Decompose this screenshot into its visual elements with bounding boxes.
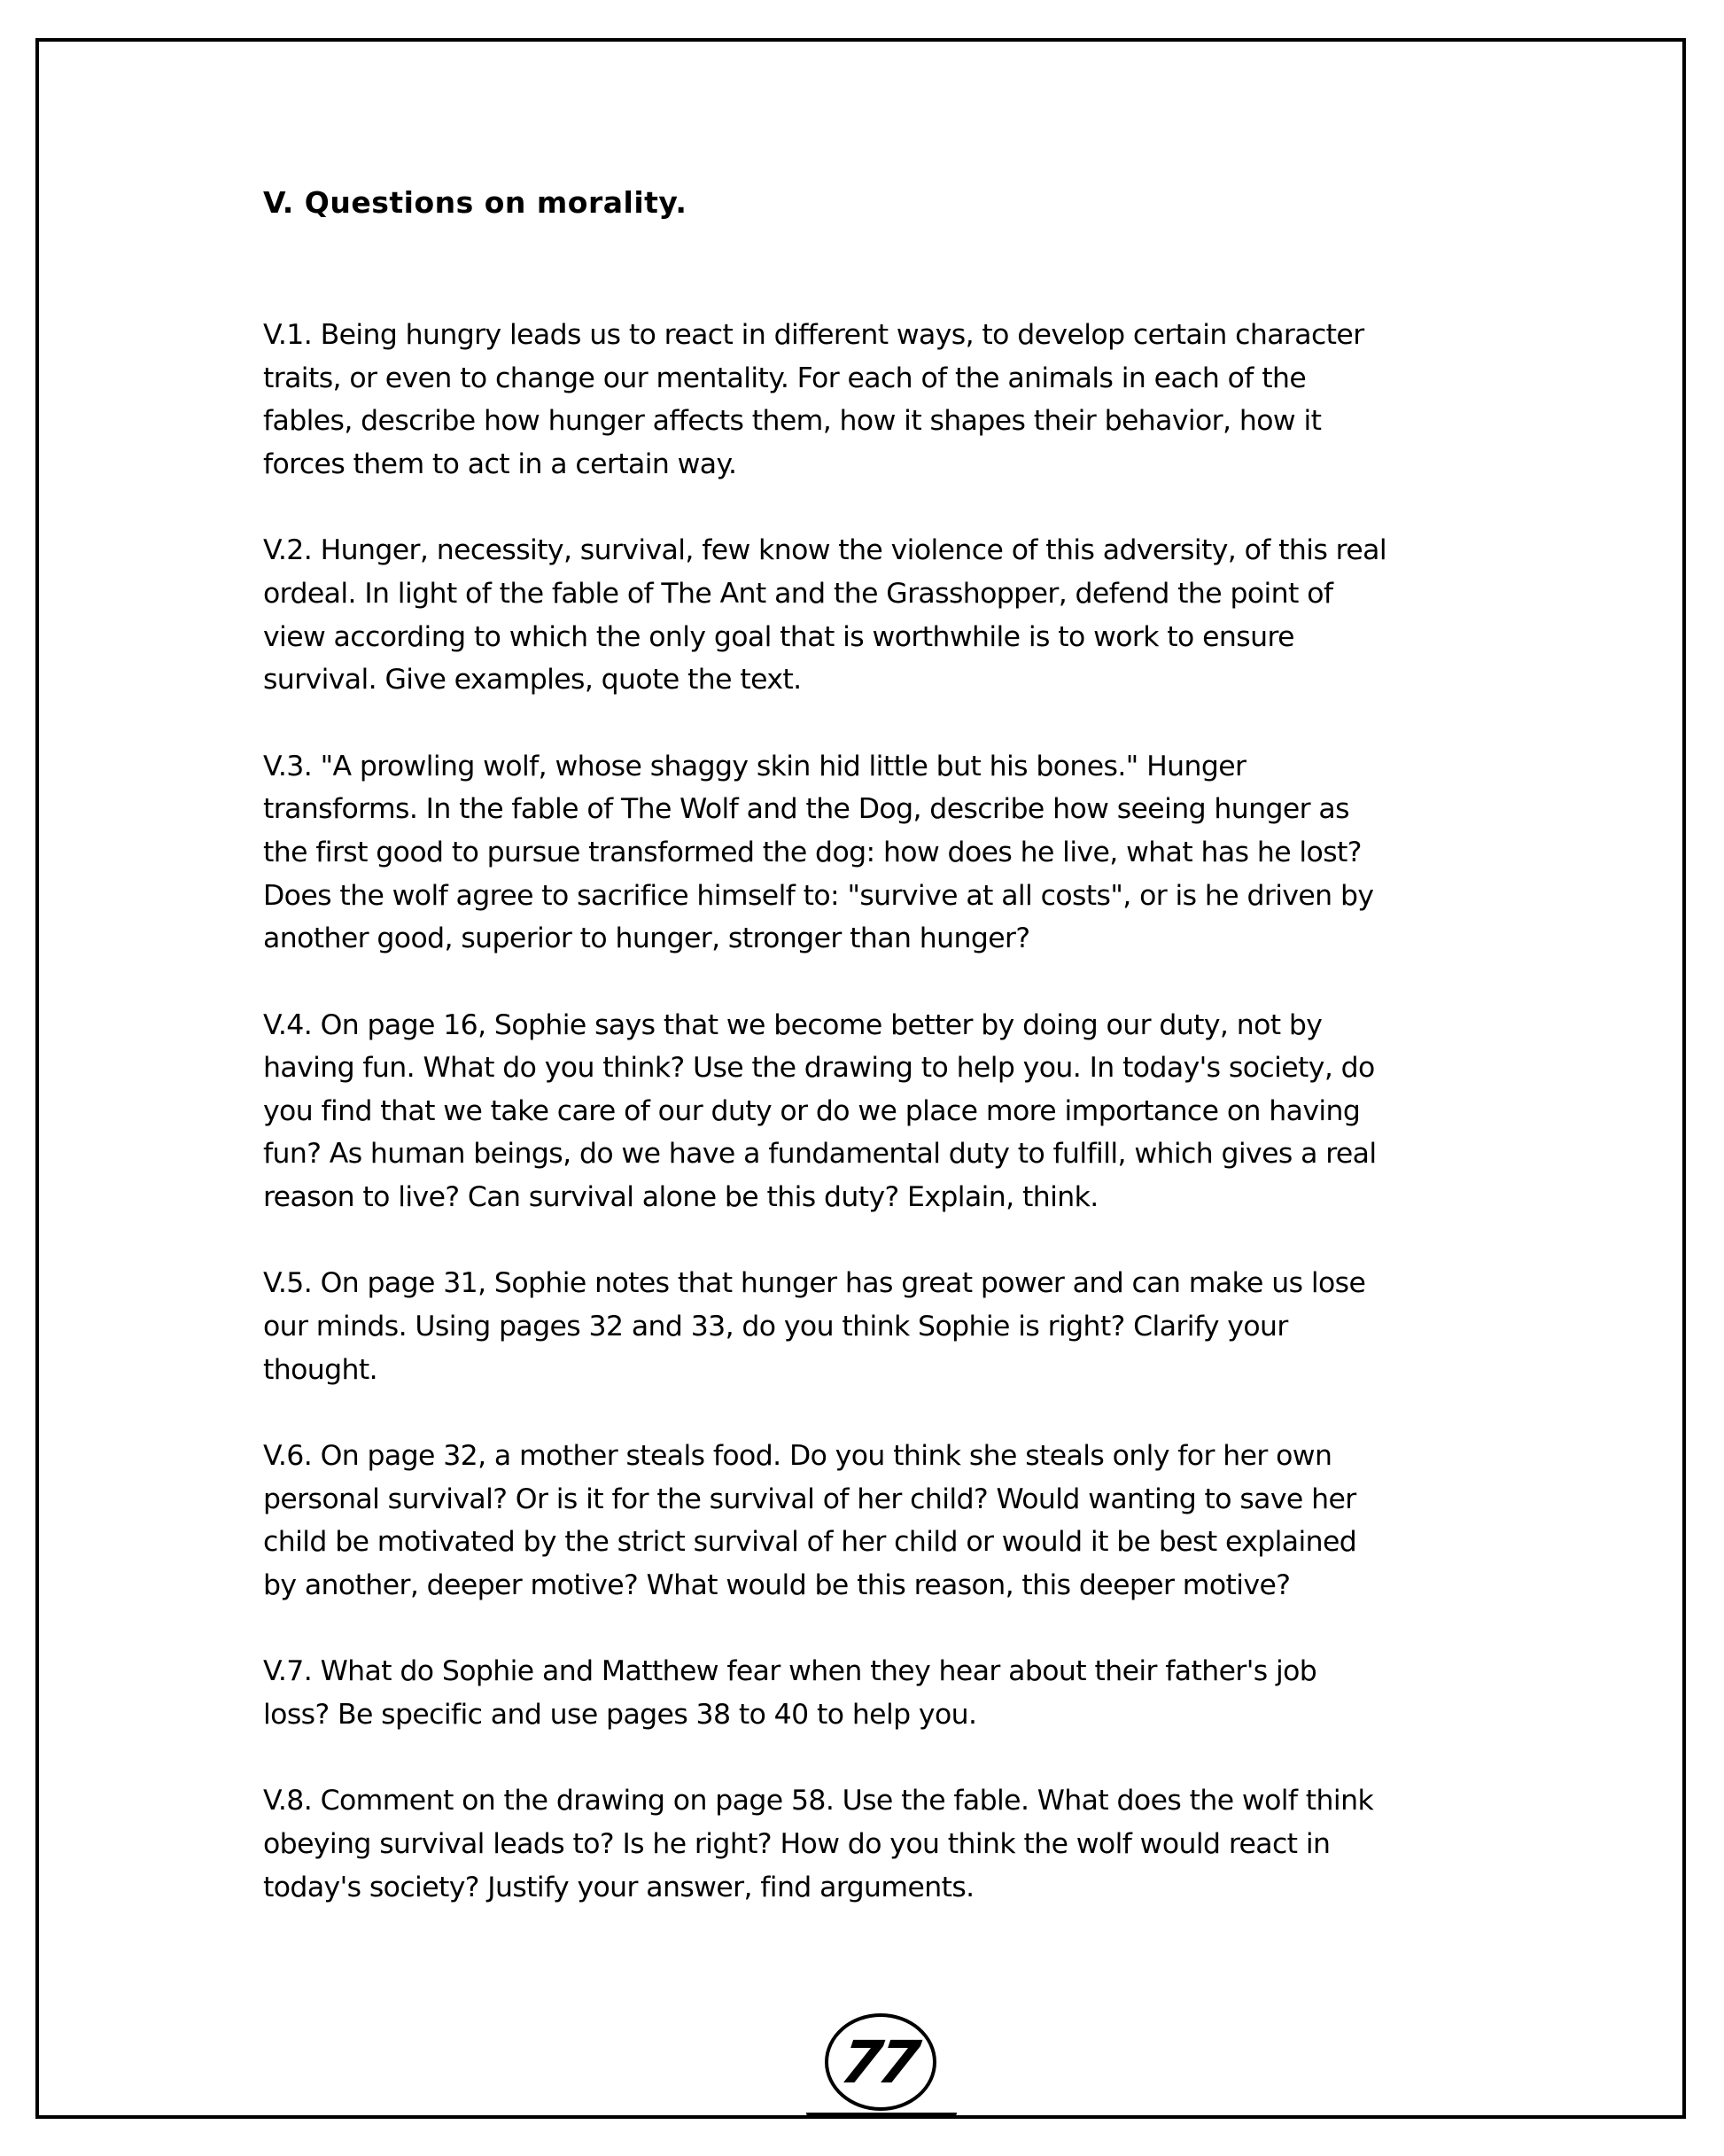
questions-list xyxy=(263,314,1521,1952)
question-line: today's society? Justify your answer, find arguments. xyxy=(263,1871,975,1903)
question-v8 xyxy=(263,1779,1521,1909)
section-title: V. Questions on morality. xyxy=(263,185,687,220)
question-line: Does the wolf agree to sacrifice himself to: "survive at all costs", or is he driven by xyxy=(263,879,1374,912)
question-line: obeying survival leads to? Is he right? How do you think the wolf would react in xyxy=(263,1827,1331,1860)
page-number: 77 xyxy=(836,2028,921,2097)
question-v6 xyxy=(263,1435,1521,1607)
question-line: fun? As human beings, do we have a fundamental duty to fulfill, which gives a real xyxy=(263,1138,1377,1171)
question-line: child be motivated by the strict survival of her child or would it be best explained xyxy=(263,1526,1357,1559)
question-line: V.5. On page 31, Sophie notes that hunger has great power and can make us lose xyxy=(263,1267,1366,1300)
question-line: reason to live? Can survival alone be this duty? Explain, think. xyxy=(263,1181,1099,1214)
question-line: forces them to act in a certain way. xyxy=(263,448,737,480)
question-line: V.4. On page 16, Sophie says that we become better by doing our duty, not by xyxy=(263,1008,1323,1041)
page-number-badge xyxy=(825,2013,936,2111)
question-line: thought. xyxy=(263,1353,378,1386)
question-line: you find that we take care of our duty or do we place more importance on having xyxy=(263,1094,1361,1127)
question-line: view according to which the only goal that is worthwhile is to work to ensure xyxy=(263,620,1294,653)
question-line: V.7. What do Sophie and Matthew fear when they hear about their father's job xyxy=(263,1655,1317,1688)
question-line: having fun. What do you think? Use the drawing to help you. In today's society, do xyxy=(263,1052,1375,1085)
question-line: ordeal. In light of the fable of The Ant and the Grasshopper, defend the point of xyxy=(263,577,1333,610)
question-line: fables, describe how hunger affects them, how it shapes their behavior, how it xyxy=(263,405,1322,438)
question-line: the first good to pursue transformed the dog: how does he live, what has he lost? xyxy=(263,836,1362,868)
question-v7 xyxy=(263,1650,1521,1736)
question-line: by another, deeper motive? What would be this reason, this deeper motive? xyxy=(263,1569,1291,1602)
question-line: survival. Give examples, quote the text. xyxy=(263,664,802,697)
question-line: loss? Be specific and use pages 38 to 40 to help you. xyxy=(263,1699,977,1731)
question-line: V.2. Hunger, necessity, survival, few know the violence of this adversity, of this real xyxy=(263,534,1386,567)
question-line: transforms. In the fable of The Wolf and the Dog, describe how seeing hunger as xyxy=(263,793,1349,826)
question-v1 xyxy=(263,314,1521,486)
question-line: V.3. "A prowling wolf, whose shaggy skin hid little but his bones." Hunger xyxy=(263,750,1246,782)
question-v2 xyxy=(263,529,1521,702)
question-line: V.8. Comment on the drawing on page 58. Use the fable. What does the wolf think xyxy=(263,1785,1374,1817)
question-v5 xyxy=(263,1262,1521,1391)
question-line: personal survival? Or is it for the survival of her child? Would wanting to save her xyxy=(263,1483,1356,1515)
page-number-base xyxy=(806,2113,957,2118)
question-line: V.1. Being hungry leads us to react in different ways, to develop certain character xyxy=(263,319,1364,351)
question-line: traits, or even to change our mentality. For each of the animals in each of the xyxy=(263,362,1307,394)
question-line: our minds. Using pages 32 and 33, do you think Sophie is right? Clarify your xyxy=(263,1311,1288,1343)
question-line: V.6. On page 32, a mother steals food. Do you think she steals only for her own xyxy=(263,1440,1332,1473)
question-v3 xyxy=(263,745,1521,961)
question-v4 xyxy=(263,1004,1521,1219)
question-line: another good, superior to hunger, stronger than hunger? xyxy=(263,922,1030,955)
